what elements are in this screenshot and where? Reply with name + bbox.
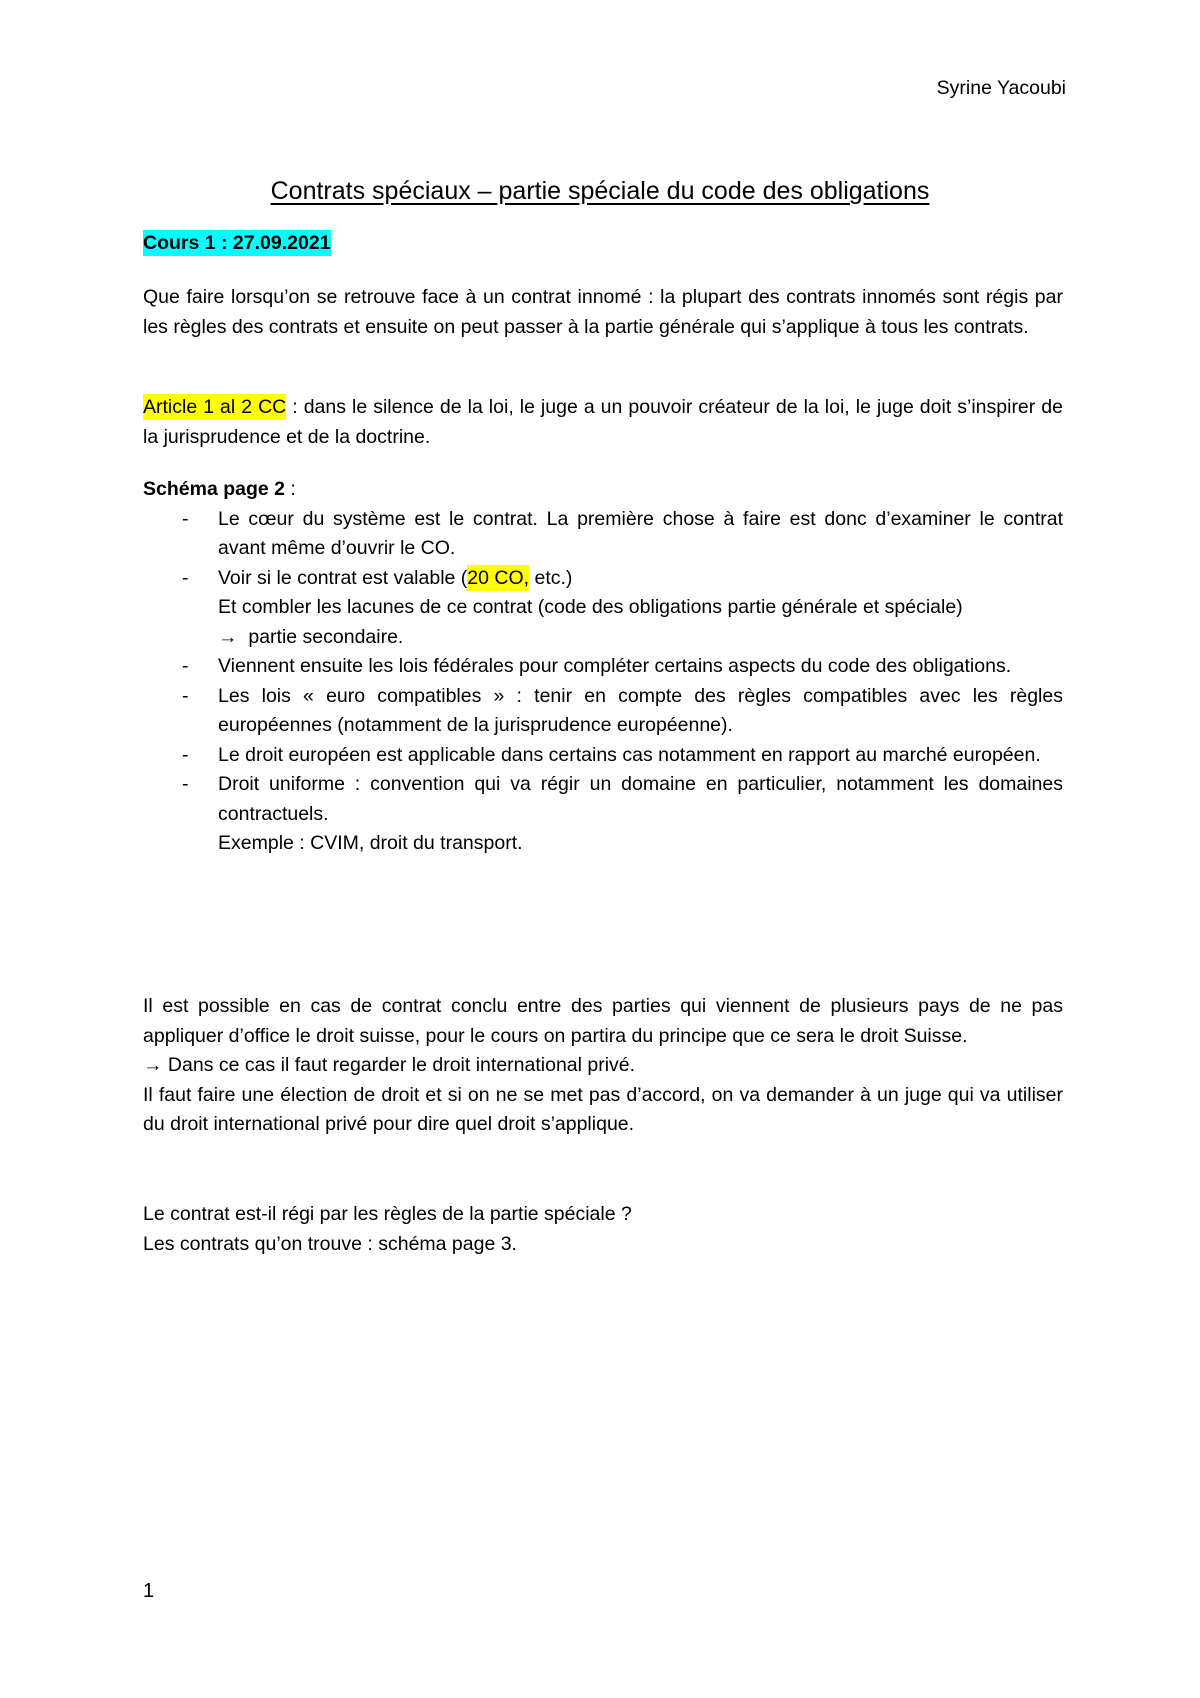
dash-bullet: - [182, 566, 189, 589]
article-text: : dans le silence de la loi, le juge a un pouvoir créateur de la loi, le juge doit s’inspirer de la jurisprudence et de la doctrine. [143, 396, 1063, 448]
bullet-text-line2: Et combler les lacunes de ce contrat (code des obligations partie générale et spéciale) [218, 596, 963, 618]
dash-bullet: - [182, 507, 189, 530]
list-item [143, 505, 1063, 564]
list-item [143, 741, 1063, 771]
document-title: Contrats spéciaux – partie spéciale du code des obligations [270, 177, 930, 205]
article-reference: Article 1 al 2 CC [143, 396, 287, 418]
bullet-text: Voir si le contrat est valable ( [218, 566, 468, 589]
dash-bullet: - [182, 655, 189, 677]
course-label: Cours 1 : 27.09.2021 [143, 232, 331, 254]
bullet-text: etc.) [529, 566, 573, 589]
arrow-right-icon: → [218, 625, 238, 648]
arrow-right-icon: → [143, 1054, 163, 1076]
list-item [143, 652, 1063, 682]
list-item [143, 770, 1063, 859]
schema-heading: Schéma page 2 [143, 478, 285, 500]
international-paragraph [143, 992, 1063, 1140]
closing-paragraph [143, 1200, 1063, 1259]
bullet-text: Viennent ensuite les lois fédérales pour compléter certains aspects du code des obligations. [218, 655, 1012, 677]
intro-paragraph [143, 283, 1063, 342]
international-text: Il est possible en cas de contrat conclu entre des parties qui viennent de plusieurs pays de ne pas appliquer d’office le droit suisse, pour le cours on partira du principe que ce sera le droit Suisse. [143, 995, 1063, 1047]
international-arrow-text: Dans ce cas il faut regarder le droit international privé. [162, 1054, 636, 1076]
author-name: Syrine Yacoubi [936, 77, 1066, 99]
question-text: Le contrat est-il régi par les règles de la partie spéciale ? [143, 1203, 632, 1225]
schema-heading-suffix: : [284, 478, 296, 500]
schema-section [143, 475, 1063, 859]
bullet-text: Le cœur du système est le contrat. La première chose à faire est donc d’examiner le contrat avant même d’ouvrir le CO. [218, 507, 1063, 559]
list-item [143, 682, 1063, 741]
list-item [143, 564, 1063, 653]
page-number: 1 [143, 1580, 155, 1602]
bullet-text-line3: partie secondaire. [248, 625, 404, 648]
dash-bullet: - [182, 684, 189, 707]
schema-bullet-list [143, 505, 1063, 859]
bullet-text: Droit uniforme : convention qui va régir un domaine en particulier, notamment les domaines contractuels. [218, 773, 1063, 825]
article-paragraph [143, 393, 1063, 452]
dash-bullet: - [182, 773, 189, 795]
election-text: Il faut faire une élection de droit et si on ne se met pas d’accord, on va demander à un juge qui va utiliser du droit international privé pour dire quel droit s’applique. [143, 1083, 1063, 1135]
bullet-text: Les lois « euro compatibles » : tenir en compte des règles compatibles avec les règles européennes (notamment de la jurisprudence européenne). [218, 684, 1063, 736]
contracts-found-text: Les contrats qu’on trouve : schéma page 3. [143, 1232, 517, 1255]
intro-text: Que faire lorsqu’on se retrouve face à un contrat innomé : la plupart des contrats innomés sont régis par les règles des contrats et ensuite on peut passer à la partie générale qui s’applique à tous les contrats. [143, 286, 1063, 338]
bullet-text: Le droit européen est applicable dans certains cas notamment en rapport au marché européen. [218, 743, 1041, 766]
bullet-highlight: 20 CO, [467, 566, 530, 589]
course-label-block [143, 229, 1063, 259]
dash-bullet: - [182, 743, 189, 766]
bullet-example: Exemple : CVIM, droit du transport. [218, 832, 523, 854]
